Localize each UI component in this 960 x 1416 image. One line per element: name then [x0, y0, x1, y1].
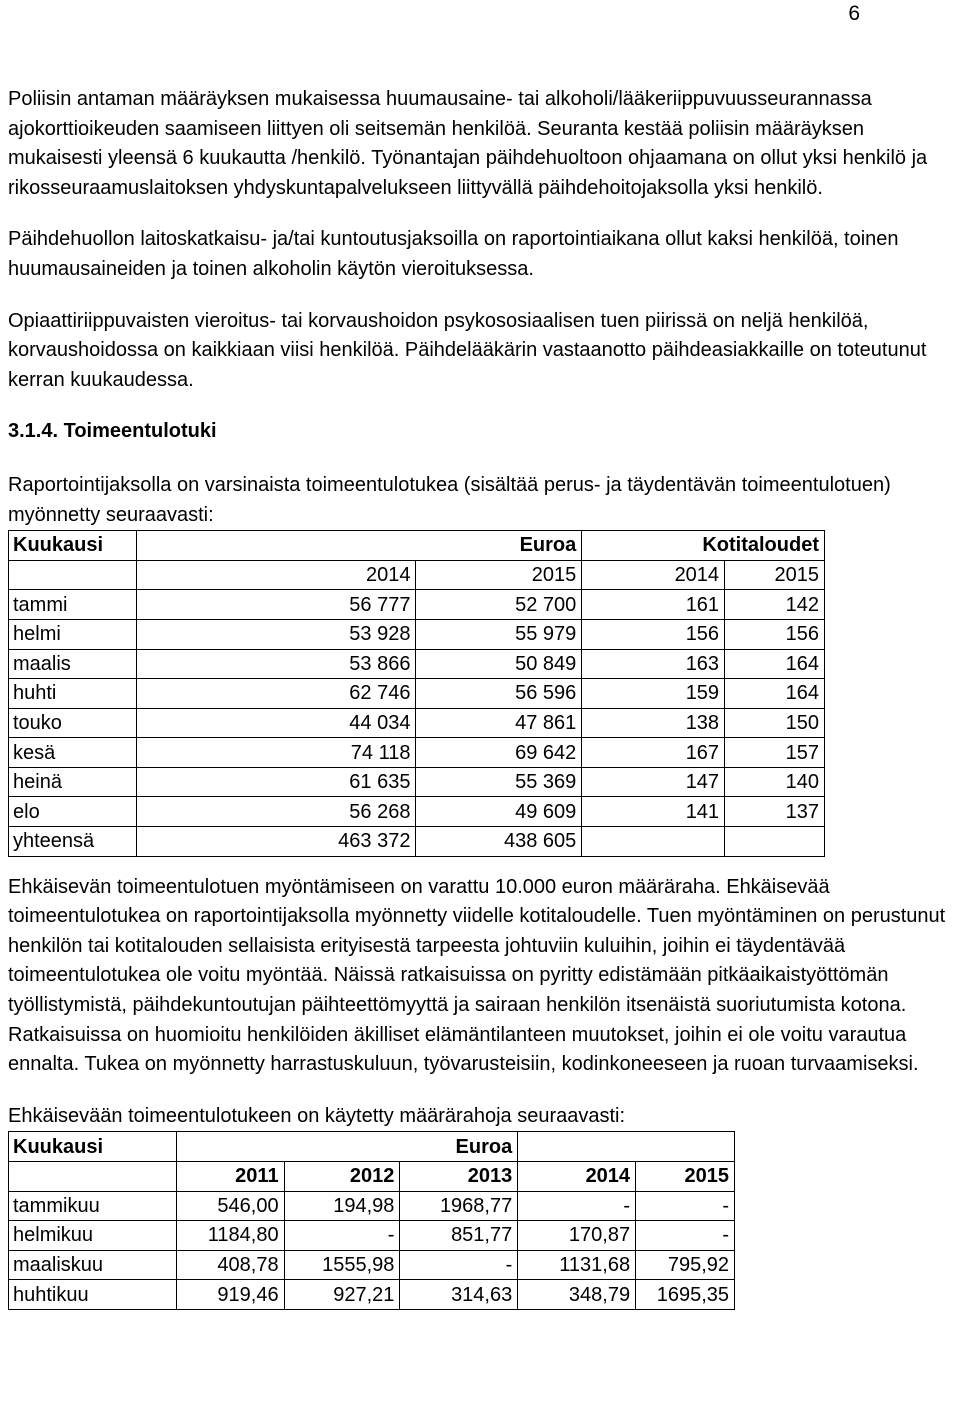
table-cell: 170,87: [518, 1221, 636, 1251]
header-cell-month: Kuukausi: [9, 531, 137, 561]
table-cell: 140: [725, 767, 825, 797]
month-cell: huhti: [9, 679, 137, 709]
table-cell: 69 642: [416, 738, 582, 768]
table-cell: 53 928: [136, 619, 416, 649]
table-header-row: [9, 531, 825, 561]
table-cell: 47 861: [416, 708, 582, 738]
table-cell: 314,63: [400, 1280, 518, 1310]
table-cell: 163: [582, 649, 725, 679]
section-heading: 3.1.4. Toimeentulotuki: [8, 420, 217, 443]
year-cell: 2015: [725, 560, 825, 590]
header-cell-month: Kuukausi: [9, 1132, 177, 1162]
income-support-table: [8, 530, 825, 857]
table-cell: 164: [725, 649, 825, 679]
table-row: [9, 797, 825, 827]
table-row: [9, 738, 825, 768]
paragraph-detox-periods: Päihdehuollon laitoskatkaisu- ja/tai kuntoutusjaksoilla on raportointiaikana ollut kaksi henkilöä, toinen huumausaineiden ja toinen alkoholin käytön vieroituksessa.: [8, 228, 899, 280]
table-total-row: [9, 827, 825, 857]
table-cell: 61 635: [136, 767, 416, 797]
table-year-row: [9, 1162, 735, 1192]
table-cell: 49 609: [416, 797, 582, 827]
table-cell: 927,21: [284, 1280, 400, 1310]
table-cell: -: [400, 1250, 518, 1280]
month-cell: huhtikuu: [9, 1280, 177, 1310]
month-cell: elo: [9, 797, 137, 827]
table-cell: 164: [725, 679, 825, 709]
table-cell: 159: [582, 679, 725, 709]
table-cell: 795,92: [636, 1250, 735, 1280]
table-cell: 156: [582, 619, 725, 649]
paragraph-preventive-support: Ehkäisevän toimeentulotuen myöntämiseen on varattu 10.000 euron määräraha. Ehkäisevää toimeentulotukea on raportointijaksolla myönnetty viidelle kotitaloudelle. Tuen myöntäminen on perustunut henkilön tai kotitalouden sellaisista erityisestä tarpeesta johtuviin kuluihin, joihin ei täydentävää toimeentulotukea ole voitu myöntää. Näissä ratkaisuissa on pyritty edistämään pitkäaikaistyöttömän työllistymistä, päihdekuntoutujan päihteettömyyttä ja sairaan henkilön itsenäistä suoriutumista kotona. Ratkaisuissa on huomioitu henkilöiden äkilliset elämäntilanteen muutokset, joihin ei ole voitu varautua ennalta. Tukea on myönnetty harrastuskuluun, työvarusteisiin, kodinkoneeseen ja ruoan turvaamiseksi.: [8, 875, 946, 1076]
paragraph-drug-monitoring: Poliisin antaman määräyksen mukaisessa huumausaine- tai alkoholi/lääkeriippuvuusseurannassa ajokorttioikeuden saamiseen liittyen oli seitsemän henkilöä. Seuranta kestää poliisin määräyksen mukaisesti yleensä 6 kuukautta /henkilö. Työnantajan päihdehuoltoon ohjaamana on ollut yksi henkilö ja rikosseuraamuslaitoksen yhdyskuntapalvelukseen liittyvällä päihdehoitojaksolla yksi henkilö.: [8, 88, 928, 199]
header-cell-households: Kotitaloudet: [582, 531, 825, 561]
table-cell: 1968,77: [400, 1191, 518, 1221]
table-cell: 142: [725, 590, 825, 620]
table-row: [9, 590, 825, 620]
table-cell: [9, 560, 137, 590]
month-cell: heinä: [9, 767, 137, 797]
table-cell: 194,98: [284, 1191, 400, 1221]
preventive-support-table: [8, 1131, 735, 1310]
table-cell: 167: [582, 738, 725, 768]
table-cell: 44 034: [136, 708, 416, 738]
table-cell: 74 118: [136, 738, 416, 768]
table-cell: 138: [582, 708, 725, 738]
table-cell: 919,46: [176, 1280, 284, 1310]
paragraph-preventive-table-intro: Ehkäisevään toimeentulotukeen on käytetty määrärahoja seuraavasti:: [8, 1104, 626, 1127]
table-cell: [9, 1162, 177, 1192]
table-cell: 546,00: [176, 1191, 284, 1221]
table-cell: -: [636, 1191, 735, 1221]
table-cell: 53 866: [136, 649, 416, 679]
table-row: [9, 619, 825, 649]
table-cell: 147: [582, 767, 725, 797]
paragraph-income-support-intro: Raportointijaksolla on varsinaista toimeentulotukea (sisältää perus- ja täydentävän toimeentulotuen) myönnetty seuraavasti:: [8, 473, 891, 526]
header-cell-euros: Euroa: [176, 1132, 518, 1162]
month-cell: yhteensä: [9, 827, 137, 857]
month-cell: tammikuu: [9, 1191, 177, 1221]
table-cell: 55 979: [416, 619, 582, 649]
month-cell: maalis: [9, 649, 137, 679]
table-cell: 1184,80: [176, 1221, 284, 1251]
table-cell: 56 268: [136, 797, 416, 827]
table-cell: 56 596: [416, 679, 582, 709]
table-cell: 52 700: [416, 590, 582, 620]
table-cell: 438 605: [416, 827, 582, 857]
year-cell: 2012: [284, 1162, 400, 1192]
header-cell-euros: Euroa: [136, 531, 581, 561]
table-header-row: [9, 1132, 735, 1162]
year-cell: 2011: [176, 1162, 284, 1192]
year-cell: 2013: [400, 1162, 518, 1192]
table-row: [9, 679, 825, 709]
table-cell: 1695,35: [636, 1280, 735, 1310]
table-cell: 348,79: [518, 1280, 636, 1310]
year-cell: 2015: [636, 1162, 735, 1192]
table-cell: -: [636, 1221, 735, 1251]
document-body: [8, 85, 954, 1310]
table-row: [9, 1191, 735, 1221]
table-cell: 137: [725, 797, 825, 827]
table-row: [9, 767, 825, 797]
month-cell: maaliskuu: [9, 1250, 177, 1280]
table-cell: -: [518, 1191, 636, 1221]
table-cell: 408,78: [176, 1250, 284, 1280]
table-cell: [725, 827, 825, 857]
table-cell: -: [284, 1221, 400, 1251]
table-cell: 157: [725, 738, 825, 768]
month-cell: touko: [9, 708, 137, 738]
year-cell: 2015: [416, 560, 582, 590]
table-cell: 1131,68: [518, 1250, 636, 1280]
month-cell: tammi: [9, 590, 137, 620]
table-cell: 150: [725, 708, 825, 738]
table-cell: 851,77: [400, 1221, 518, 1251]
month-cell: helmikuu: [9, 1221, 177, 1251]
table-cell: 62 746: [136, 679, 416, 709]
paragraph-opiate-treatment: Opiaattiriippuvaisten vieroitus- tai korvaushoidon psykososiaalisen tuen piirissä on neljä henkilöä, korvaushoidossa on kaikkiaan viisi henkilöä. Päihdelääkärin vastaanotto päihdeasiakkaille on toteutunut kerran kuukaudessa.: [8, 309, 927, 391]
month-cell: kesä: [9, 738, 137, 768]
table-cell: [518, 1132, 735, 1162]
table-row: [9, 1280, 735, 1310]
year-cell: 2014: [582, 560, 725, 590]
table-row: [9, 1250, 735, 1280]
table-cell: 1555,98: [284, 1250, 400, 1280]
year-cell: 2014: [136, 560, 416, 590]
table-row: [9, 708, 825, 738]
table-row: [9, 1221, 735, 1251]
table-cell: 50 849: [416, 649, 582, 679]
table-cell: 141: [582, 797, 725, 827]
month-cell: helmi: [9, 619, 137, 649]
table-year-row: [9, 560, 825, 590]
table-cell: 156: [725, 619, 825, 649]
table-row: [9, 649, 825, 679]
page-number: 6: [848, 2, 860, 25]
table-cell: 463 372: [136, 827, 416, 857]
table-cell: [582, 827, 725, 857]
table-cell: 55 369: [416, 767, 582, 797]
year-cell: 2014: [518, 1162, 636, 1192]
table-cell: 161: [582, 590, 725, 620]
table-cell: 56 777: [136, 590, 416, 620]
